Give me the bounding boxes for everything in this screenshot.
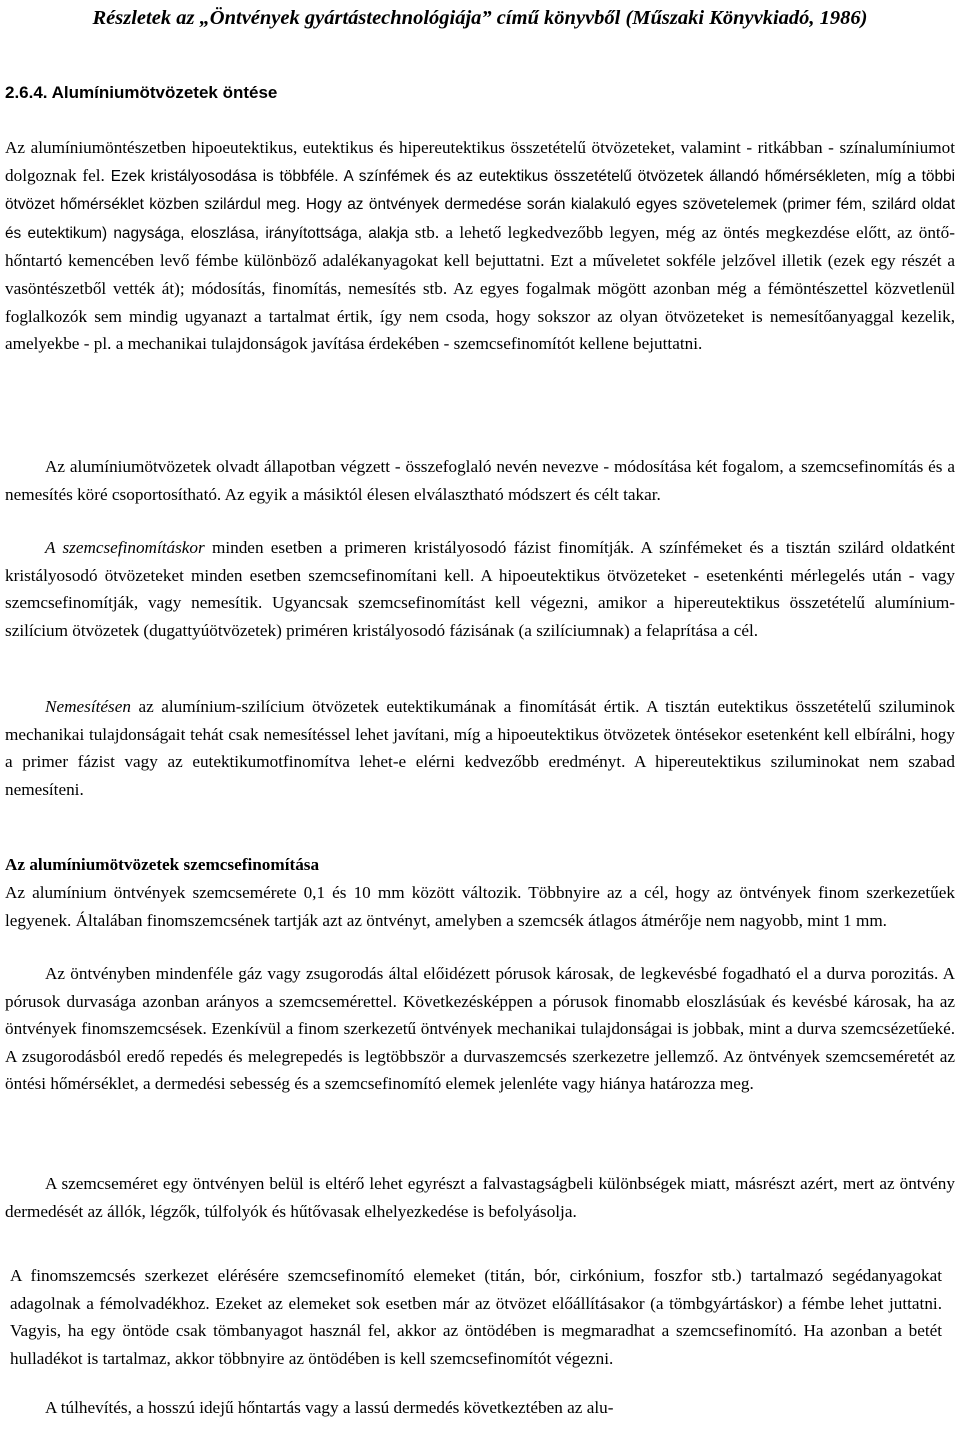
paragraph-modification-definition: [5, 693, 955, 803]
paragraph-grain-refinement-text: minden esetben a primeren kristályosodó fázist finomítják. A színfémeket és a tisztán szilárd oldatként kristályosodó ötvözeteket minden esetben szemcsefinomítani kell. A hipoeutektikus ötvözeteket - esetenkénti mérlegelés után - vagy szemcsefinomítják, vagy nemesítik. Ugyancsak szemcsefinomítást kell végezni, amikor a hipereutektikus összetételű alumínium-szilícium ötvözetek (dugattyúötvözetek) priméren kristályosodó fázisának (a szilíciumnak) a felaprítása a cél.: [5, 538, 955, 640]
paragraph-grain-variation: A szemcseméret egy öntvényen belül is eltérő lehet egyrészt a falvastagságbeli különbségek miatt, másrészt azért, mert az öntvény dermedését az állók, légzők, túlfolyók és hűtővasak elhelyezkedése is befolyásolja.: [5, 1174, 955, 1221]
paragraph-grain-refinement: [5, 534, 955, 644]
paragraph-modification-definition-text: az alumínium-szilícium ötvözetek eutektikumának a finomítását értik. A tisztán eutektikus összetételű sziluminok mechanikai tulajdonságait tehát csak nemesítéssel lehet javítani, míg a hipoeutektikus ötvözetek öntésekor esetenként kell elbírálni, hogy a primer fázist vagy az eutektikumotfinomítva lehet-e elérni kedvezőbb eredményt. A hipereutektikus sziluminokat nem szabad nemesíteni.: [5, 697, 955, 799]
paragraph-grain-refiner-elements: A finomszemcsés szerkezet elérésére szemcsefinomító elemeket (titán, bór, cirkónium, foszfor stb.) tartalmazó segédanyagokat adagolnak a fémolvadékhoz. Ezeket az elemeket sok esetben már az ötvözet előállításakor (a tömbgyártáskor) a fémbe lehet juttatni. Vagyis, ha egy öntöde csak tömbanyagot használ fel, akkor az öntödében is megmaradhat a szemcsefinomító. Ha azonban a betét hulladékot is tartalmaz, akkor többnyire az öntödében is kell szemcsefinomítót végezni.: [10, 1266, 942, 1368]
paragraph-intro: [5, 134, 955, 358]
paragraph-intro-sans-part: Ezek kristályosodása is többféle. A színfémek és az eutektikus összetételű ötvözetek állandó hőmérsékleten, míg a többi ötvözet hőmérséklet közben szilárdul meg. Hogy az öntvények dermedése során kialakuló egyes szövetelemek (primer fém, szilárd oldat és eutektikum) nagysága, eloszlása, irányítottsága, alakja: [5, 167, 955, 242]
paragraph-grain-size: Az alumínium öntvények szemcsemérete 0,1 és 10 mm között változik. Többnyire az a cél, hogy az öntvények finom szerkezetűek legyenek. Általában finomszemcsének tartják azt az öntvényt, amelyben a szemcsék átlagos átmérője nem nagyobb, mint 1 mm.: [5, 883, 955, 930]
subsection-title: [5, 851, 955, 879]
paragraph-intro-part2: stb. a lehető legkedvezőbb legyen, még az öntés megkezdése előtt, az öntő-hőntartó kemencében levő fémbe különböző adalékanyagokat kell bejuttatni. Ezt a műveletet sokféle jelzővel illetik (ezek egy részét a vasöntészetből vették át); módosítás, finomítás, nemesítés stb. Az egyes fogalmak mögött azonban még a fémöntészettel közvetlenül foglalkozók sem mindig ugyanazt a tartalmat értik, így nem csoda, hogy sokszor az olyan ötvözeteket is nemesítőanyaggal kezelik, amelyekbe - pl. a mechanikai tulajdonságok javítása érdekében - szemcsefinomítót kellene bejuttatni.: [5, 222, 956, 354]
paragraph-porosity: Az öntvényben mindenféle gáz vagy zsugorodás által előidézett pórusok károsak, de legkevésbé fogadható el a durva porozitás. A pórusok durvasága azonban arányos a szemcsemérettel. Következésképpen a pórusok finomabb eloszlásúak és kevésbé károsak, ha az öntvények finomszemcsések. Ezenkívül a finom szerkezetű öntvények mechanikai tulajdonságai is jobbak, mint a durva szemcsézetűeké. A zsugorodásból eredő repedés és melegrepedés is legtöbbször a durvaszemcsés szerkezetre jellemző. Az öntvények szemcseméretét az öntési hőmérséklet, a dermedési sebesség és a szemcsefinomító elemek jelenléte vagy hiánya határozza meg.: [5, 964, 955, 1094]
term-modification: Nemesítésen: [45, 697, 131, 716]
section-title: 2.6.4. Alumíniumötvözetek öntése: [5, 83, 278, 102]
paragraph-overheating: A túlhevítés, a hosszú idejű hőntartás vagy a lassú dermedés következtében az alu-: [45, 1398, 614, 1417]
paragraph-modification: Az alumíniumötvözetek olvadt állapotban végzett - összefoglaló nevén nevezve - módosítása két fogalom, a szemcsefinomítás és a nemesítés köré csoportosítható. Az egyik a másiktól élesen elválasztható módszert és célt takar.: [5, 457, 955, 504]
book-citation-header: Részletek az „Öntvények gyártástechnológiája” című könyvből (Műszaki Könyvkiadó, 1986): [92, 7, 868, 29]
term-grain-refinement: A szemcsefinomításkor: [45, 538, 205, 557]
subsection-heading: Az alumíniumötvözetek szemcsefinomítása: [5, 855, 320, 874]
paragraph-intro-part1: Az alumíniumöntészetben hipoeutektikus, eutektikus és hipereutektikus összetételű ötvözeteket, valamint - ritkábban - színalumíniumot dolgoznak fel.: [5, 138, 955, 185]
